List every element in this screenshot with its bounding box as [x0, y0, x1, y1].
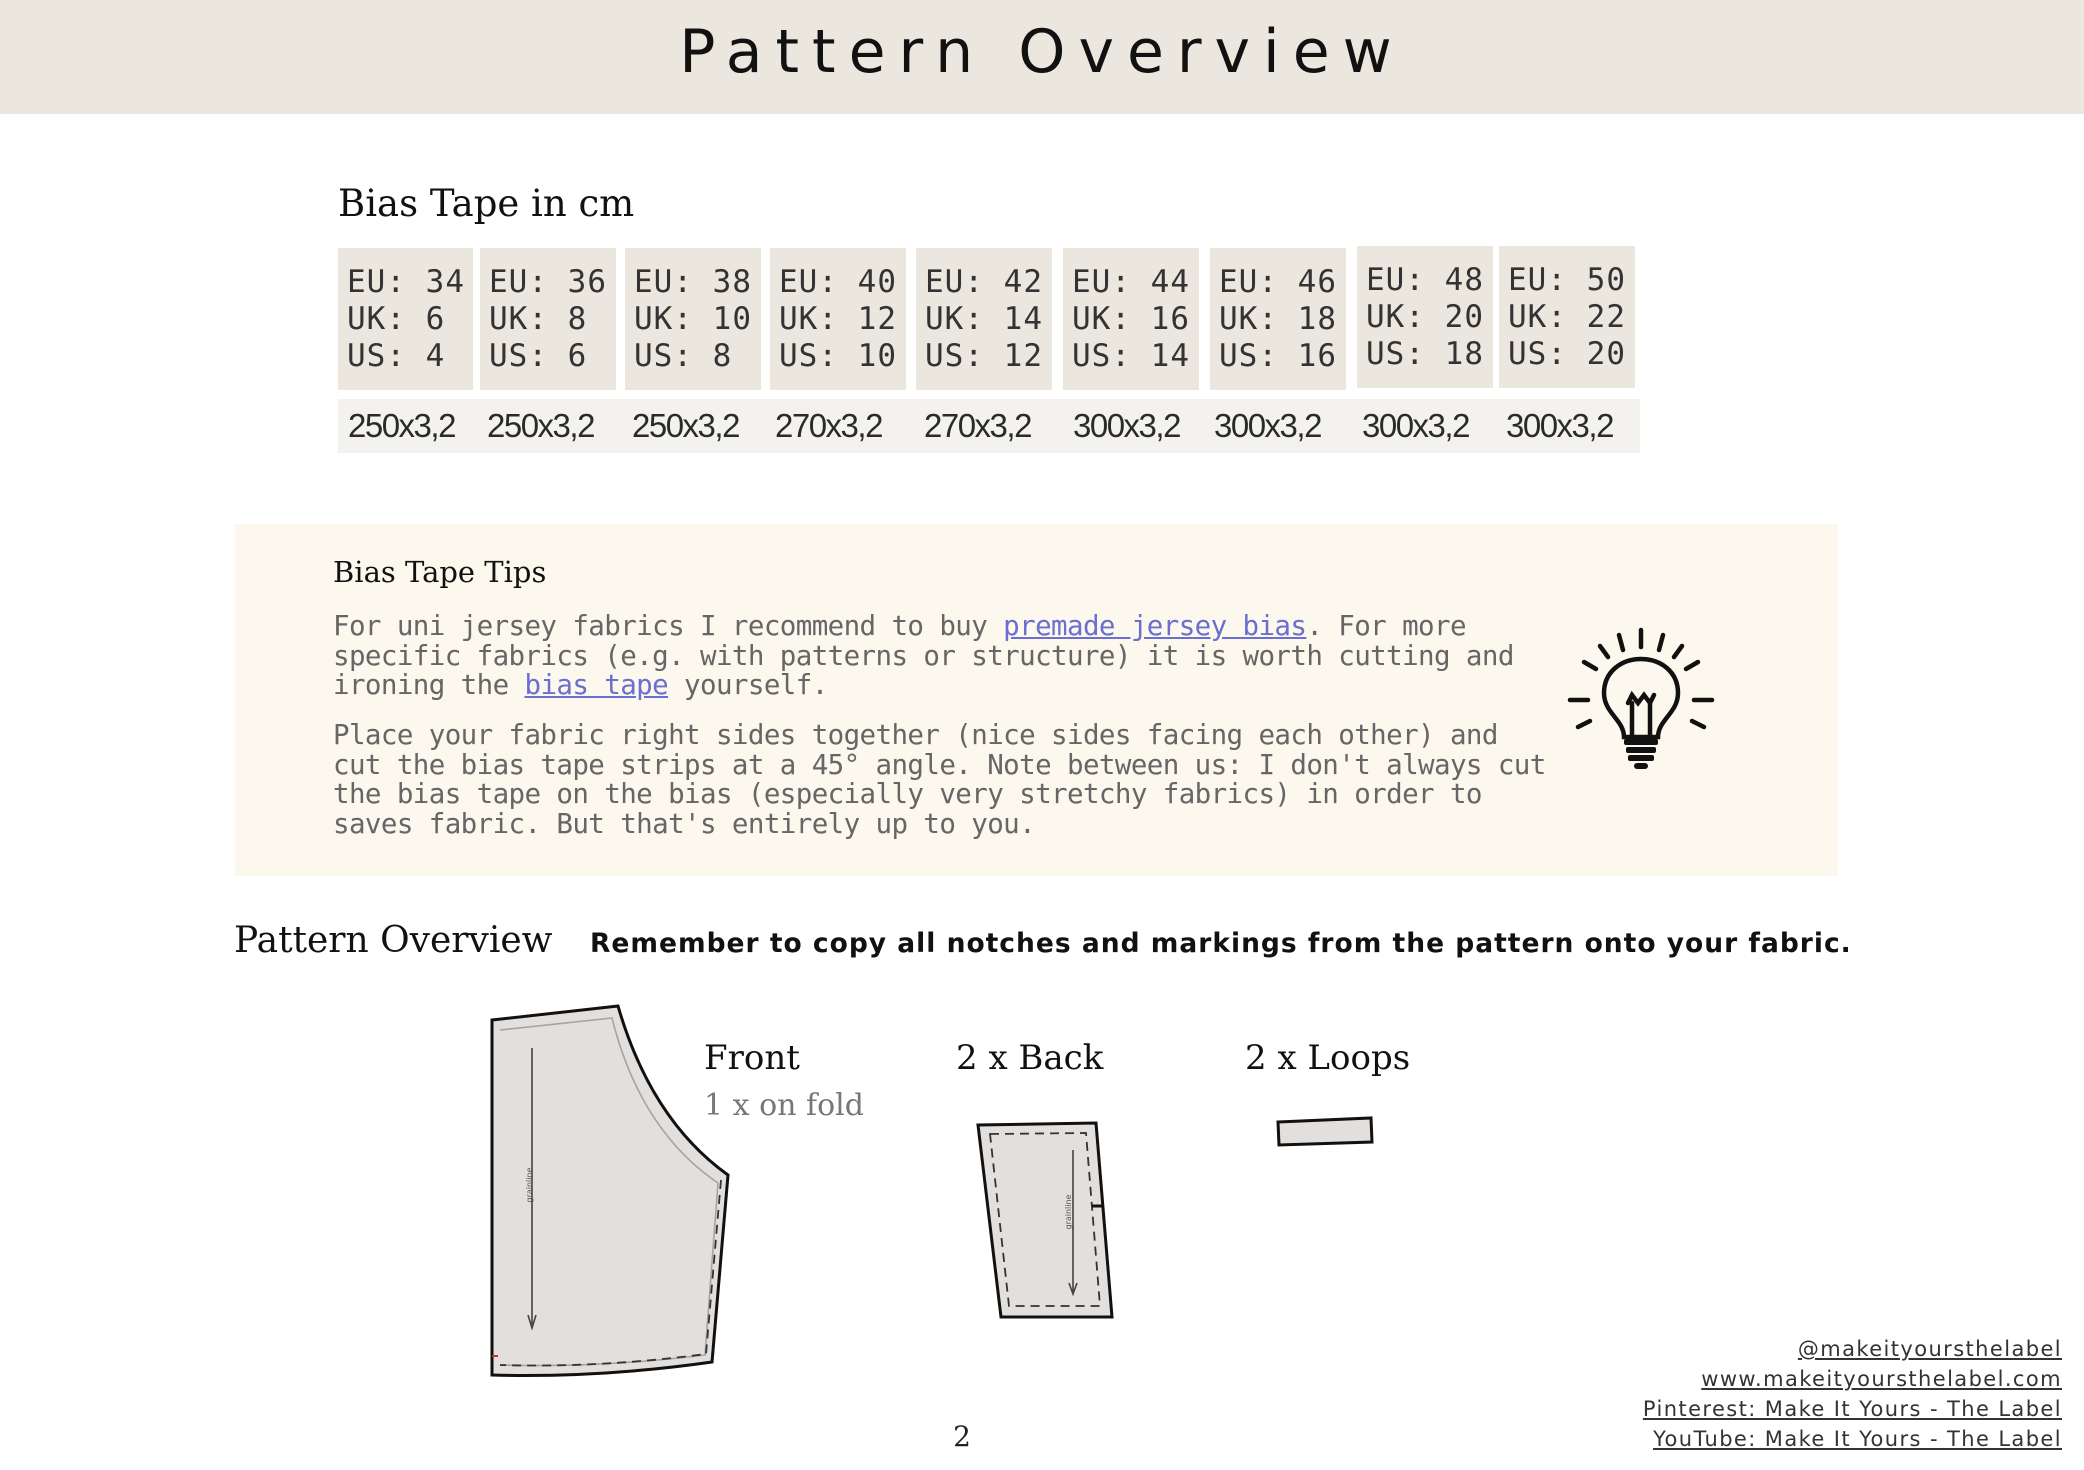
tape-length: 300x3,2: [1506, 407, 1613, 444]
back-piece: [978, 1123, 1112, 1317]
page-number: 2: [953, 1420, 971, 1453]
tape-length: 300x3,2: [1362, 407, 1469, 444]
loops-piece: [1278, 1118, 1372, 1145]
front-label: Front: [704, 1038, 800, 1078]
premade-jersey-bias-link[interactable]: premade jersey bias: [1003, 610, 1307, 642]
eu-size: EU: 50: [1508, 262, 1626, 298]
us-size: US: 20: [1508, 336, 1626, 372]
uk-size: UK: 20: [1366, 299, 1484, 335]
tape-length: 270x3,2: [924, 407, 1031, 444]
uk-size: UK: 8: [489, 301, 588, 337]
us-size: US: 18: [1366, 336, 1484, 372]
loops-label: 2 x Loops: [1245, 1038, 1411, 1078]
us-size: US: 6: [489, 338, 588, 374]
instagram-link[interactable]: @makeityoursthelabel: [1797, 1337, 2062, 1361]
front-sub-label: 1 x on fold: [704, 1088, 864, 1123]
tape-length: 300x3,2: [1073, 407, 1180, 444]
eu-size: EU: 36: [489, 264, 607, 300]
eu-size: EU: 48: [1366, 262, 1484, 298]
page-title: Pattern Overview: [679, 17, 1405, 87]
eu-size: EU: 42: [925, 264, 1043, 300]
pinterest-link[interactable]: Pinterest: Make It Yours - The Label: [1642, 1397, 2062, 1421]
tape-length: 250x3,2: [632, 407, 739, 444]
uk-size: UK: 12: [779, 301, 897, 337]
front-grainline-label: grainline: [525, 1167, 534, 1203]
tips-title: Bias Tape Tips: [333, 555, 547, 589]
social-links: [1643, 1334, 2062, 1454]
tape-length: 250x3,2: [487, 407, 594, 444]
bias-tape-link[interactable]: bias tape: [524, 669, 669, 701]
website-link[interactable]: www.makeityoursthelabel.com: [1701, 1367, 2062, 1391]
back-label: 2 x Back: [956, 1038, 1104, 1078]
uk-size: UK: 14: [925, 301, 1043, 337]
back-grainline-label: grainline: [1064, 1194, 1073, 1230]
us-size: US: 4: [347, 338, 446, 374]
us-size: US: 16: [1219, 338, 1337, 374]
eu-size: EU: 46: [1219, 264, 1337, 300]
us-size: US: 10: [779, 338, 897, 374]
tips-text-segment: For uni jersey fabrics I recommend to buy: [333, 610, 1004, 642]
uk-size: UK: 22: [1508, 299, 1626, 335]
uk-size: UK: 10: [634, 301, 752, 337]
tape-length: 270x3,2: [775, 407, 882, 444]
tape-length: 250x3,2: [348, 407, 455, 444]
eu-size: EU: 34: [347, 264, 465, 300]
us-size: US: 8: [634, 338, 733, 374]
us-size: US: 14: [1072, 338, 1190, 374]
uk-size: UK: 16: [1072, 301, 1190, 337]
reminder-text: Remember to copy all notches and markings from the pattern onto your fabric.: [590, 928, 1852, 959]
uk-size: UK: 6: [347, 301, 446, 337]
tips-text-segment: . For more specific fabrics (e.g. with patterns or structure) it is worth cutting and ironing the: [333, 610, 1514, 701]
uk-size: UK: 18: [1219, 301, 1337, 337]
front-piece: [492, 1006, 728, 1375]
tips-paragraph-2: Place your fabric right sides together (nice sides facing each other) and cut the bias tape strips at a 45° angle. Note between us: I don't always cut the bias tape on the bias (especially very stretchy fabrics) in order to saves fabric. But that's entirely up to you.: [333, 719, 1546, 840]
pattern-overview-title: Pattern Overview: [234, 920, 553, 961]
youtube-link[interactable]: YouTube: Make It Yours - The Label: [1653, 1427, 2062, 1451]
us-size: US: 12: [925, 338, 1043, 374]
eu-size: EU: 38: [634, 264, 752, 300]
bias-tape-title: Bias Tape in cm: [338, 182, 635, 225]
tape-length: 300x3,2: [1214, 407, 1321, 444]
eu-size: EU: 44: [1072, 264, 1190, 300]
tips-text-segment: yourself.: [668, 669, 828, 701]
eu-size: EU: 40: [779, 264, 897, 300]
